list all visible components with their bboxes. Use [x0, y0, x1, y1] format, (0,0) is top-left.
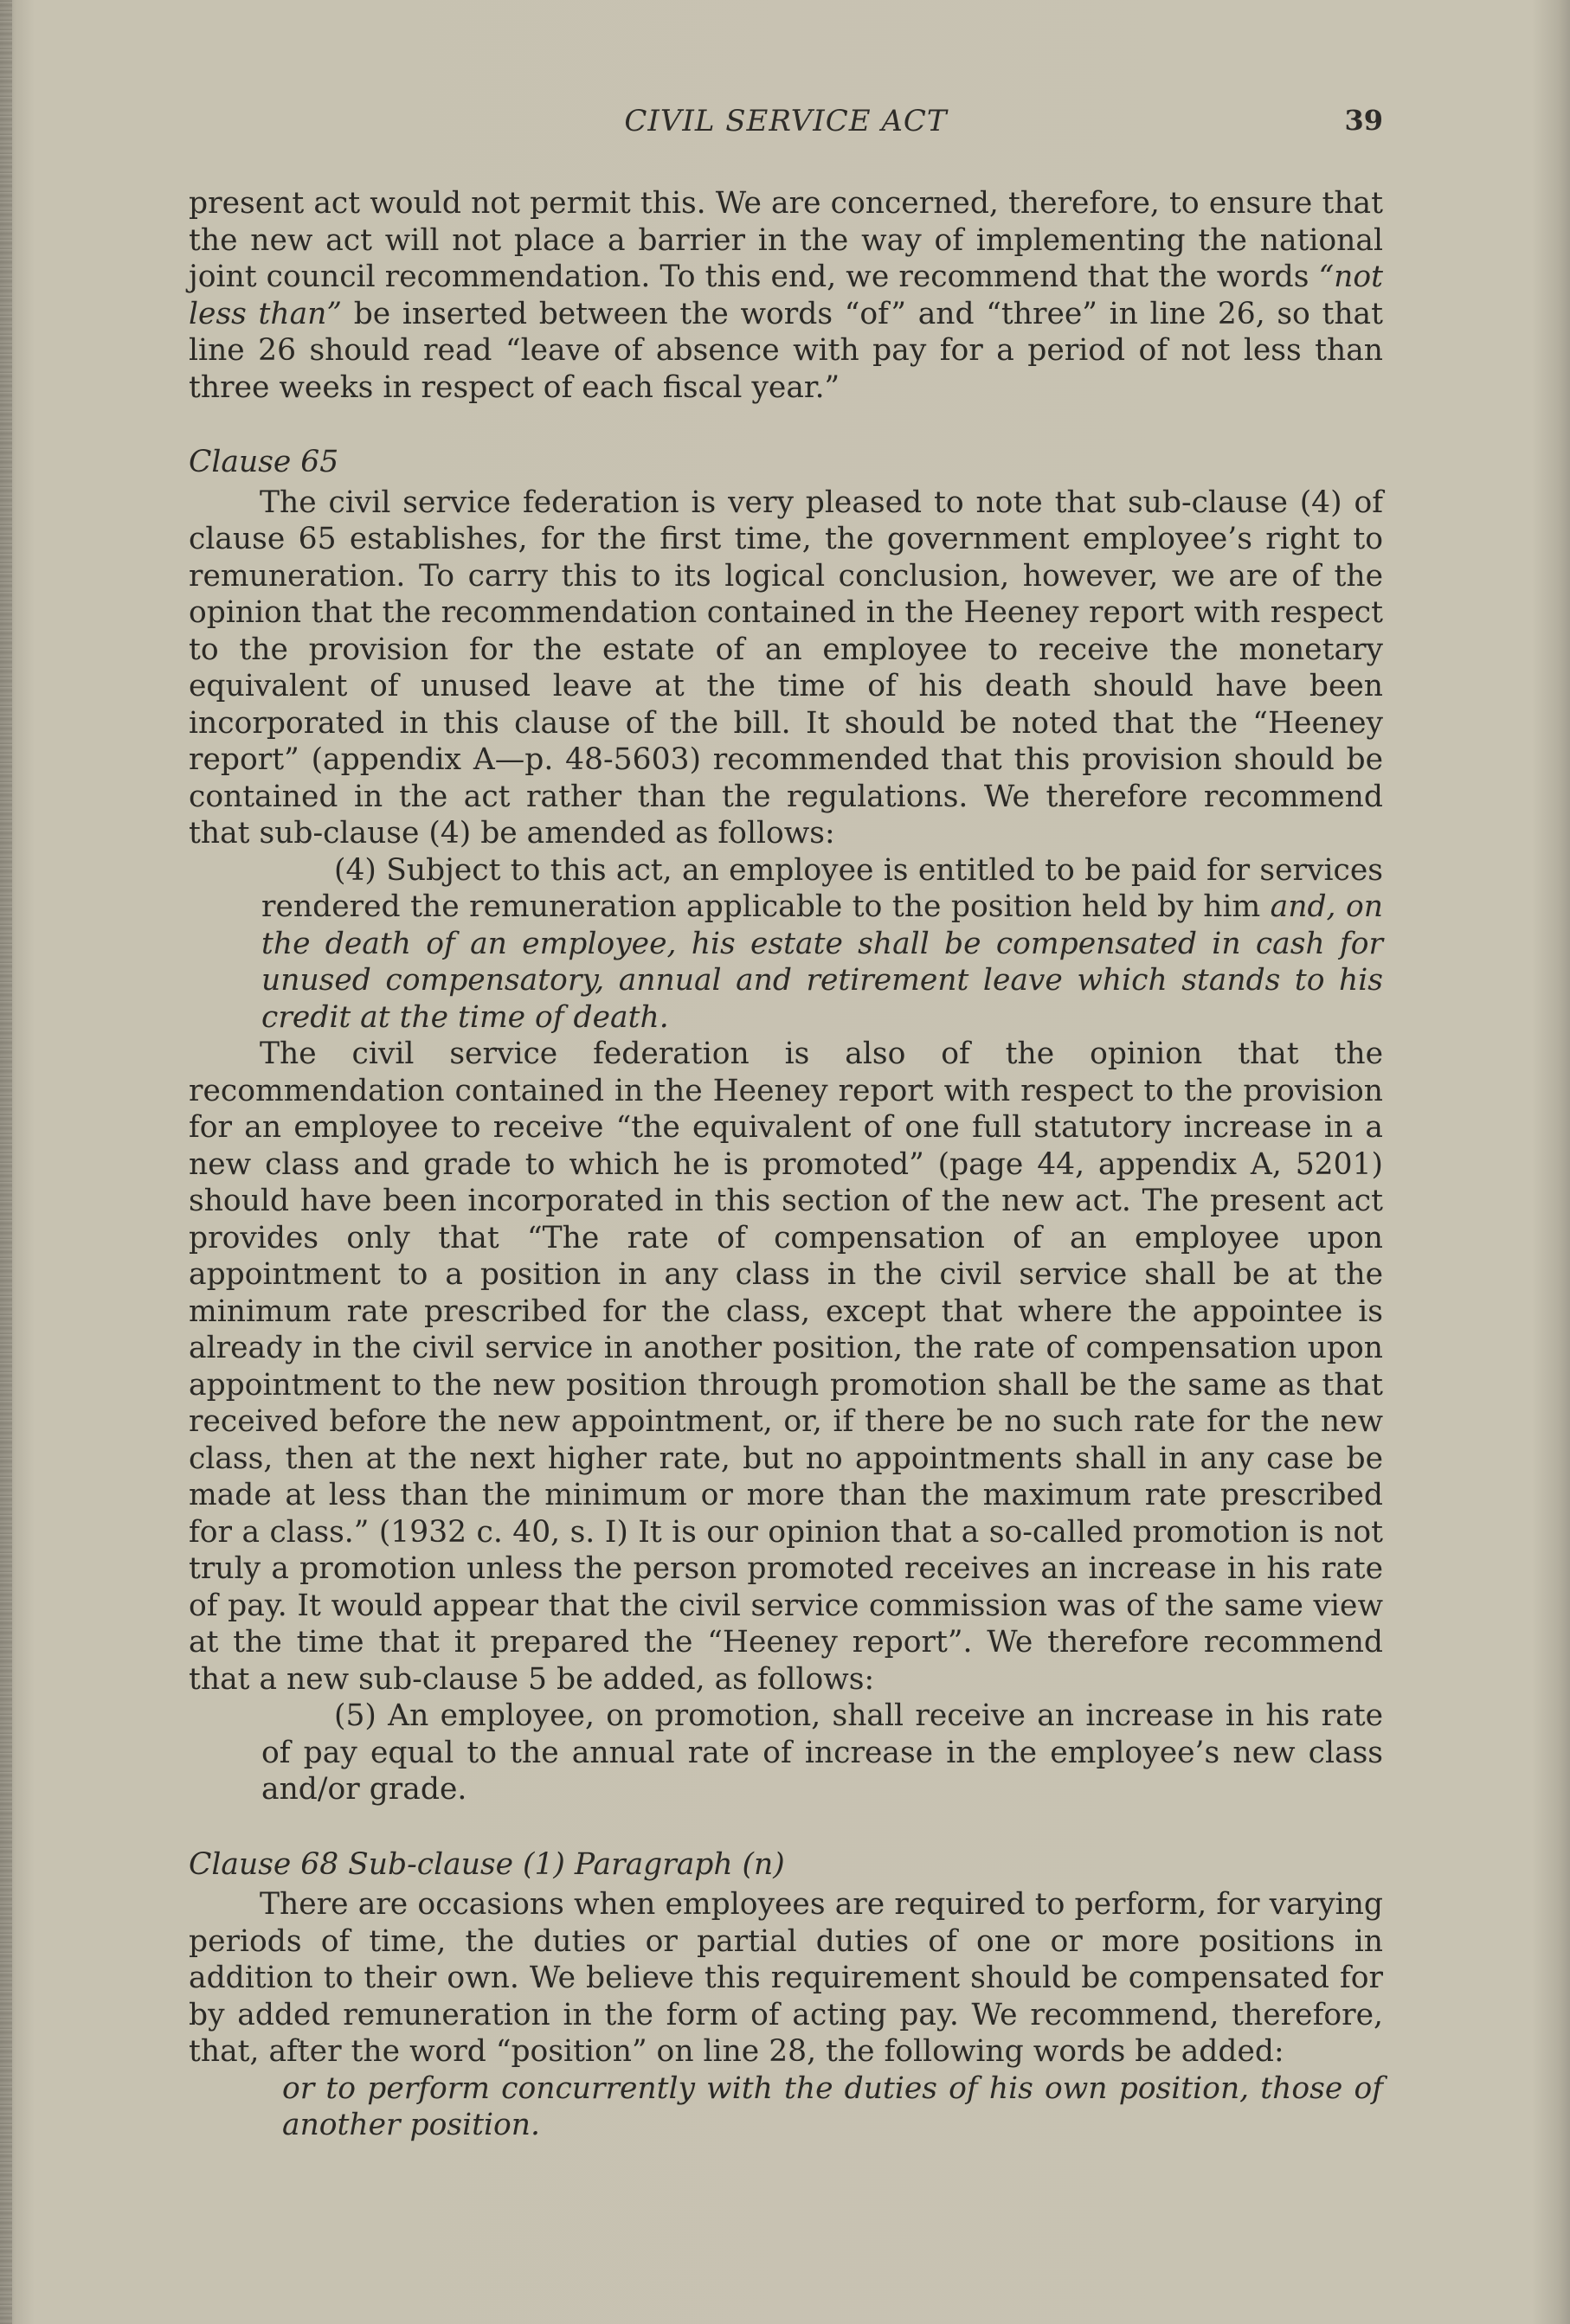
paragraph-continuation	[189, 185, 1383, 406]
clause-65-heading: Clause 65	[189, 445, 339, 479]
clause-68-heading: Clause 68 Sub-clause (1) Paragraph (n)	[189, 1846, 785, 1882]
paragraph-text: present act would not permit this. We are concerned, therefore, to ensure that the new act will not place a barrier in the way of implementing the national joint council recommendation. To this end, we recommend that the words	[189, 186, 1383, 294]
running-title: CIVIL SERVICE ACT	[624, 104, 948, 138]
page-body	[189, 185, 1383, 2144]
subclause-4-quote	[261, 852, 1383, 1037]
page-number: 39	[1344, 104, 1383, 137]
clause-65-paragraph-2: The civil service federation is also of the opinion that the recommendation contained in the Heeney report with respect to the provision for an employee to receive “the equivalent of one full statutory increase in a new class and grade to which he is promoted” (page 44, appendix A, 5201) should have been incorporated in this section of the new act. The present act provides only that “The rate of compensation of an employee upon appointment to a position in any class in the civil service shall be at the minimum rate prescribed for the class, except that where the appointee is already in the civil service in another position, the rate of compensation upon appointment to the new position through promotion shall be the same as that received before the new appointment, or, if there be no such rate for the new class, then at the next higher rate, but no appointments shall in any case be made at less than the minimum or more than the maximum rate prescribed for a class.” (1932 c. 40, s. I) It is our opinion that a so-called promotion is not truly a promotion unless the person promoted receives an increase in his rate of pay. It would appear that the civil service commission was of the same view at the time that it prepared the “Heeney report”. We therefore recommend that a new sub-clause 5 be added, as follows:	[189, 1037, 1383, 1697]
subclause-4-italic: and, on the death of an employee, his estate shall be compensated in cash for unused compensatory, annual and retirement leave which stands to his credit at the time of death.	[261, 889, 1383, 1035]
subclause-4-plain: (4) Subject to this act, an employee is entitled to be paid for services rendered the remuneration applicable to the position held by him	[261, 852, 1383, 924]
paragraph-text-cont: be inserted between the words “of” and “three” in line 26, so that line 26 should read “leave of absence with pay for a period of not less than three weeks in respect of each fiscal year.”	[189, 296, 1383, 405]
clause-68-quote: or to perform concurrently with the duties of his own position, those of another position.	[282, 2070, 1383, 2142]
clause-65-paragraph-1: The civil service federation is very pleased to note that sub-clause (4) of clause 65 establishes, for the first time, the government employee’s right to remuneration. To carry this to its logical conclusion, however, we are of the opinion that the recommendation contained in the Heeney report with respect to the provision for the estate of an employee to receive the monetary equivalent of unused leave at the time of his death should have been incorporated in this clause of the bill. It should be noted that the “Heeney report” (appendix A—p. 48-5603) recommended that this provision should be contained in the act rather than the regulations. We therefore recommend that sub-clause (4) be amended as follows:	[189, 485, 1383, 851]
subclause-5-quote: (5) An employee, on promotion, shall receive an increase in his rate of pay equal to the annual rate of increase in the employee’s new class and/or grade.	[261, 1698, 1383, 1807]
quoted-phrase: “not less than”	[189, 260, 1384, 331]
clause-68-paragraph-1: There are occasions when employees are required to perform, for varying periods of time, the duties or partial duties of one or more positions in addition to their own. We believe this requirement should be compensated for by added remuneration in the form of acting pay. We recommend, therefore, that, after the word “position” on line 28, the following words be added:	[189, 1887, 1383, 2069]
page-header	[189, 104, 1383, 147]
